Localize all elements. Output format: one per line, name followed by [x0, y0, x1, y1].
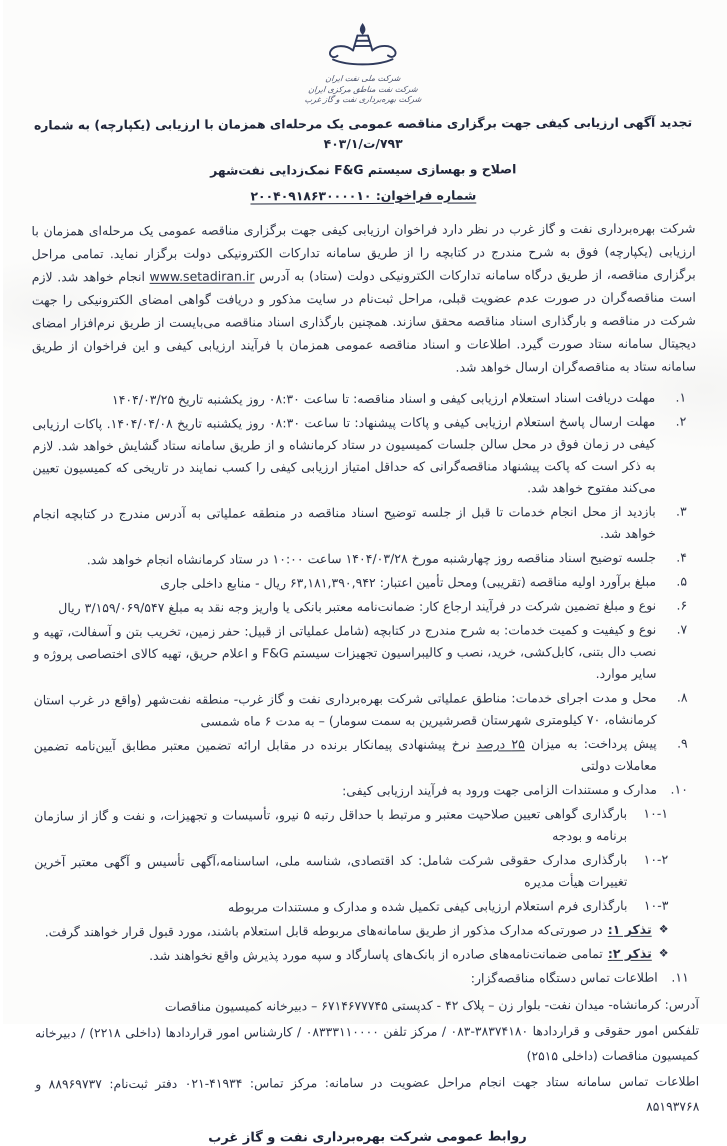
- diamond-bullet-icon: ❖: [658, 946, 669, 960]
- setadiran-url: www.setadiran.ir: [149, 267, 255, 284]
- prepayment-text-after: نرخ پیشنهادی پیمانکار برنده در مقابل ارائه تضمین معتبر مطابق آیین‌نامه تضمین معاملات دولتی: [33, 736, 657, 773]
- note-2: [35, 942, 689, 967]
- item-text: بازدید از محل انجام خدمات تا قبل از جلسه توضیح اسناد مناقصه در منطقه عملیاتی به آدرس مندرج در کتابچه انجام خواهد شد.: [32, 503, 656, 541]
- item-number: ۷.: [676, 621, 688, 637]
- call-number-line: شماره فراخوان: ۲۰۰۴۰۹۱۸۶۳۰۰۰۰۱۰: [250, 187, 477, 203]
- item-number: ۱.: [675, 389, 687, 405]
- item-number: ۱۱.: [671, 969, 689, 985]
- note-label: تذکر ۲:: [607, 945, 652, 961]
- contact-setad: اطلاعات تماس سامانه ستاد جهت انجام مراحل عضویت در سامانه: مرکز تماس: ۴۱۹۳۴-۰۲۱ دفتر ثبت‌نام: ۸۸۹۶۹۷۳۷ و ۸۵۱۹۳۷۶۸: [35, 1073, 700, 1114]
- item-text: مبلغ برآورد اولیه مناقصه (تقریبی) ومحل تأمین اعتبار: ۶۳,۱۸۱,۳۹۰,۹۴۲ ریال - منابع داخلی جاری: [160, 573, 657, 591]
- item-number: ۱۰.: [670, 781, 688, 797]
- sub-item-number: ۱۰-۲: [643, 851, 669, 867]
- nioc-logo-icon: [317, 20, 409, 72]
- prepayment-percentage: ۲۵ درصد: [476, 735, 525, 752]
- item-number: ۳.: [675, 503, 687, 519]
- item-text: [34, 732, 657, 779]
- list-item-1: [32, 386, 686, 411]
- left-scroll: [330, 46, 353, 57]
- sub-item-10-3: [34, 894, 688, 919]
- item-number: ۵.: [676, 573, 688, 589]
- org-line-nioc: شرکت ملی نفت ایران: [324, 73, 401, 84]
- footer-signature: روابط عمومی شرکت بهره‌برداری نفت و گاز غرب: [208, 1128, 527, 1146]
- document-title-line2: اصلاح و بهسازی سیستم F&G نمک‌زدایی نفت‌شهر: [210, 160, 517, 178]
- right-scroll: [372, 46, 395, 57]
- intro-text-after: انجام خواهد شد. لازم است مناقصه‌گران در صورت عدم عضویت قبلی، مراحل ثبت‌نام در سایت مذکور و دریافت گواهی امضای الکترونیکی را جهت شرکت در مناقصه و بارگذاری اسناد مناقصه محقق سازند. همچنین بارگذاری اسناد مناقصه می‌بایست از طریق نرم‌افزار امضای دیجیتال سامانه ستاد صورت گیرد. اطلاعات و اسناد مناقصه عمومی همزمان با فرآیند ارزیابی کیفی و این فراخوان از طریق سامانه ستاد به مناقصه‌گران ارسال خواهد شد.: [31, 268, 697, 375]
- list-item-2: [32, 410, 686, 501]
- document-content: [1, 0, 727, 1146]
- contact-phones: تلفکس امور حقوقی و قراردادها ۳۸۳۷۴۱۸۰-۰۸۳ / مرکز تلفن ۰۸۳۳۳۱۱۰۰۰۰ / کارشناس امور قراردادها (داخلی ۲۲۱۸) / دبیرخانه کمیسیون مناقصات (داخلی ۲۵۱۵): [34, 1022, 700, 1063]
- base-curve: [333, 59, 392, 64]
- intro-paragraph: [31, 216, 696, 380]
- intro-text-before: شرکت بهره‌برداری نفت و گاز غرب در نظر دارد فراخوان ارزیابی کیفی جهت برگزاری مناقصه عمومی یک مرحله‌ای همزمان با ارزیابی (یکپارچه) فوق به شرح مندرج در کتابچه را از طریق سامانه تدارکات الکترونیکی دولت برگزار نماید. تمامی مراحل برگزاری مناقصه، از طریق درگاه سامانه تدارکات الکترونیکی دولت (ستاد) به آدرس: [31, 220, 696, 283]
- list-item-7: [33, 618, 687, 687]
- item-text: محل و مدت اجرای خدمات: مناطق عملیاتی شرکت بهره‌برداری نفت و گاز غرب- منطقه نفت‌شهر (واقع در غرب استان کرمانشاه، ۷۰ کیلومتری شهرستان قصرشیرین به سمت سومار) – به مدت ۶ ماه شمسی: [33, 689, 657, 729]
- list-item-3: [33, 500, 687, 547]
- sub-item-text: بارگذاری گواهی تعیین صلاحیت معتبر و مرتبط با حداقل رتبه ۵ نیرو، تأسیسات و تجهیزات، و نفت و گاز از سازمان برنامه و بودجه: [34, 805, 628, 843]
- item-number: ۲.: [675, 413, 687, 429]
- sub-item-text: بارگذاری مدارک حقوقی شرکت شامل: کد اقتصادی، شناسه ملی، اساسنامه،آگهی تأسیس و آگهی معتبر آخرین تغییرات هیأت مدیره: [34, 851, 628, 889]
- item-text: جلسه توضیح اسناد مناقصه روز چهارشنبه مورخ ۱۴۰۴/۰۳/۲۸ ساعت ۱۰:۰۰ در ستاد کرمانشاه انجام خواهد شد.: [86, 549, 656, 567]
- list-item-11: [35, 966, 689, 991]
- contact-address: آدرس: کرمانشاه- میدان نفت- بلوار زن – پلاک ۴۲ - کدپستی ۶۷۱۴۶۷۷۷۴۵ – دبیرخانه کمیسیون مناقصات: [164, 996, 699, 1014]
- sub-item-10-1: [34, 802, 688, 849]
- note-1: [35, 918, 689, 943]
- item-text: مدارک و مستندات الزامی جهت ورود به فرآیند ارزیابی کیفی:: [342, 781, 657, 798]
- title-block: [31, 112, 695, 207]
- tender-terms-list: [32, 386, 699, 991]
- sub-item-10-2: [34, 848, 688, 895]
- note-body: [35, 918, 652, 943]
- item-text: نوع و مبلغ تضمین شرکت در فرآیند ارجاع کار: ضمانت‌نامه معتبر بانکی یا واریز وجه نقد به مبلغ ۳/۱۵۹/۰۶۹/۵۴۷ ریال: [58, 597, 657, 615]
- note-text: تمامی ضمانت‌نامه‌های صادره از بانک‌های پاسارگاد و سپه مورد پذیرش واقع نخواهند شد.: [149, 945, 603, 963]
- flame-icon: [360, 23, 366, 35]
- item-number: ۸.: [676, 689, 688, 705]
- sub-item-text: بارگذاری فرم استعلام ارزیابی کیفی تکمیل شده و مدارک و مستندات مربوطه: [228, 897, 628, 915]
- item-text: نوع و کیفیت و کمیت خدمات: به شرح مندرج در کتابچه (شامل عملیاتی از قبیل: حفر زمین، تخریب بتن و آسفالت، تهیه و نصب دال بتنی، کابل‌کشی، خرید، نصب و کالیبراسیون تجهیزات سیستم F&G و اعلام حریق، تهیه کالای اختصاصی پروژه و سایر موارد.: [33, 621, 657, 681]
- document-title-line1: تجدید آگهی ارزیابی کیفی جهت برگزاری مناقصه عمومی یک مرحله‌ای همزمان با ارزیابی (یکپارچه) به شماره ۷۹۳/ت/۴۰۳/۱: [33, 114, 693, 151]
- org-line-west-oil-gas: شرکت بهره‌برداری نفت و گاز غرب: [304, 94, 422, 105]
- org-line-central-regions: شرکت نفت مناطق مرکزی ایران: [307, 84, 419, 94]
- sub-item-number: ۱۰-۳: [643, 897, 669, 913]
- letterhead: [31, 19, 695, 107]
- note-text: در صورتی‌که مدارک مذکور از طریق سامانه‌های مربوطه قابل استعلام باشند، مورد قبول قرار خواهند گرفت.: [44, 921, 603, 939]
- item-text: مهلت دریافت اسناد استعلام ارزیابی کیفی و اسناد مناقصه: تا ساعت ۰۸:۳۰ روز یکشنبه تاریخ ۱۴۰۴/۰۳/۲۵: [111, 389, 656, 407]
- derrick-legs: [353, 36, 372, 51]
- diamond-bullet-icon: ❖: [658, 922, 669, 936]
- list-item-10: [34, 778, 688, 803]
- prepayment-text-before: پیش پرداخت: به میزان: [524, 735, 657, 751]
- note-label: تذکر ۱:: [607, 921, 652, 937]
- item-text: مهلت ارسال پاسخ استعلام ارزیابی کیفی و پاکات پیشنهاد: تا ساعت ۰۸:۳۰ روز یکشنبه تاریخ ۱۴۰۴/۰۴/۰۸. پاکات ارزیابی کیفی در زمان فوق در محل سالن جلسات کمیسیون در ستاد کرمانشاه و از طریق سامانه ستاد گشایش خواهد شد. لازم به ذکر است که پاکت پیشنهاد مناقصه‌گرانی که حداقل امتیاز ارزیابی کیفی را کسب نمایند در تاریخی که کمیسیون تعیین می‌کند مفتوح خواهد شد.: [32, 413, 656, 495]
- scanned-tender-document: [3, 0, 727, 1146]
- sub-item-number: ۱۰-۱: [643, 805, 669, 821]
- list-item-4: [33, 546, 687, 571]
- list-item-6: [33, 594, 687, 619]
- item-number: ۶.: [676, 597, 688, 613]
- list-item-9: [34, 732, 688, 779]
- list-item-5: [33, 570, 687, 595]
- item-number: ۴.: [676, 549, 687, 565]
- item-number: ۹.: [677, 735, 688, 751]
- list-item-8: [34, 686, 688, 733]
- item-text: اطلاعات تماس دستگاه مناقصه‌گزار:: [470, 969, 658, 986]
- contact-info: [35, 991, 700, 1121]
- note-body: [35, 942, 652, 967]
